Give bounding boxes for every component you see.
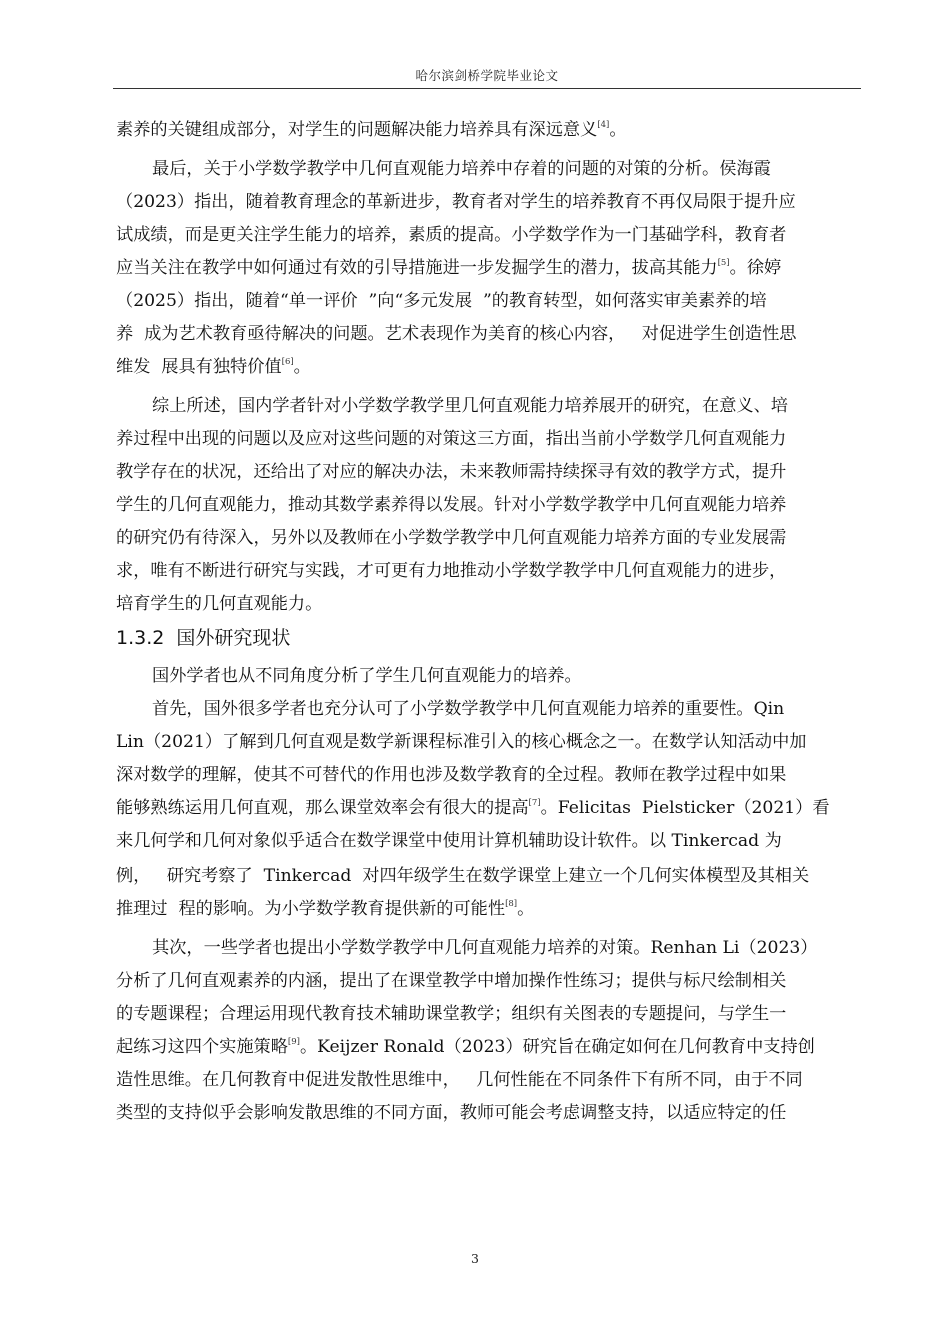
paragraph-line bbox=[116, 897, 534, 922]
line-text: 维发 展具有独特价值 bbox=[116, 357, 282, 377]
line-text: Lin（2021）了解到几何直观是数学新课程标准引入的核心概念之一。在数学认知活动中加 bbox=[116, 732, 807, 752]
line-text: 。 bbox=[517, 899, 535, 919]
line-text: 养 成为艺术教育亟待解决的问题。艺术表现作为美育的核心内容， 对促进学生创造性思 bbox=[116, 324, 797, 344]
line-text: 起练习这四个实施策略 bbox=[116, 1037, 288, 1057]
line-text: 养过程中出现的问题以及应对这些问题的对策这三方面，指出当前小学数学几何直观能力 bbox=[116, 429, 787, 449]
line-text: 。徐婷 bbox=[729, 258, 782, 278]
paragraph-line bbox=[116, 864, 809, 889]
paragraph-line bbox=[116, 1101, 786, 1126]
line-text: 。Keijzer Ronald（2023）研究旨在确定如何在几何教育中支持创 bbox=[299, 1037, 815, 1057]
citation-ref: [6] bbox=[281, 357, 294, 367]
paragraph-line bbox=[116, 796, 830, 821]
citation-ref: [4] bbox=[597, 120, 610, 130]
paragraph-line bbox=[116, 730, 806, 755]
line-text: 。Felicitas Pielsticker（2021）看 bbox=[540, 798, 830, 818]
paragraph-line bbox=[116, 355, 311, 380]
line-text: 教学存在的状况，还给出了对应的解决办法，未来教师需持续探寻有效的教学方式，提升 bbox=[116, 462, 787, 482]
line-text: 应当关注在教学中如何通过有效的引导措施进一步发掘学生的潜力，拔高其能力 bbox=[116, 258, 718, 278]
line-text: 学生的几何直观能力，推动其数学素养得以发展。针对小学数学教学中几何直观能力培养 bbox=[116, 495, 787, 515]
line-text: 分析了几何直观素养的内涵，提出了在课堂教学中增加操作性练习；提供与标尺绘制相关 bbox=[116, 971, 787, 991]
line-text: 最后，关于小学数学教学中几何直观能力培养中存着的问题的对策的分析。侯海霞 bbox=[152, 159, 771, 179]
line-text: 来几何学和几何对象似乎适合在数学课堂中使用计算机辅助设计软件。以 Tinkercad 为 bbox=[116, 831, 782, 851]
paragraph-line bbox=[152, 936, 818, 961]
line-text: 的专题课程；合理运用现代教育技术辅助课堂教学；组织有关图表的专题提问，与学生一 bbox=[116, 1004, 787, 1024]
header-divider bbox=[113, 88, 861, 89]
paragraph-line bbox=[116, 289, 767, 314]
paragraph-line bbox=[116, 526, 786, 551]
paragraph-line bbox=[116, 460, 786, 485]
line-text: 素养的关键组成部分，对学生的问题解决能力培养具有深远意义 bbox=[116, 120, 598, 140]
line-text: 试成绩，而是更关注学生能力的培养，素质的提高。小学数学作为一门基础学科，教育者 bbox=[116, 225, 787, 245]
line-text: 综上所述，国内学者针对小学数学教学里几何直观能力培养展开的研究，在意义、培 bbox=[152, 396, 788, 416]
line-text: 能够熟练运用几何直观，那么课堂效率会有很大的提高 bbox=[116, 798, 529, 818]
line-text: （2023）指出，随着教育理念的革新进步，教育者对学生的培养教育不再仅局限于提升应 bbox=[116, 192, 796, 212]
section-number: 1.3.2 bbox=[116, 627, 165, 649]
line-text: 国外学者也从不同角度分析了学生几何直观能力的培养。 bbox=[152, 666, 582, 686]
paragraph-line bbox=[116, 427, 786, 452]
line-text: 造性思维。在几何教育中促进发散性思维中， 几何性能在不同条件下有所不同，由于不同 bbox=[116, 1070, 803, 1090]
page-number: 3 bbox=[471, 1251, 479, 1266]
paragraph-line bbox=[116, 1068, 803, 1093]
line-text: 的研究仍有待深入，另外以及教师在小学数学教学中几何直观能力培养方面的专业发展需 bbox=[116, 528, 787, 548]
paragraph-line bbox=[116, 256, 781, 281]
line-text: 培育学生的几何直观能力。 bbox=[116, 594, 323, 614]
paragraph-line bbox=[116, 969, 786, 994]
line-text: 深对数学的理解，使其不可替代的作用也涉及数学教育的全过程。教师在教学过程中如果 bbox=[116, 765, 787, 785]
paragraph-line bbox=[152, 664, 582, 689]
citation-ref: [7] bbox=[528, 798, 541, 808]
paragraph-line bbox=[116, 322, 796, 347]
paragraph-line bbox=[116, 829, 782, 854]
line-text: 类型的支持似乎会影响发散思维的不同方面，教师可能会考虑调整支持，以适应特定的任 bbox=[116, 1103, 787, 1123]
paragraph-line bbox=[116, 763, 786, 788]
paragraph-line bbox=[152, 157, 771, 182]
line-text: 首先，国外很多学者也充分认可了小学数学教学中几何直观能力培养的重要性。Qin bbox=[152, 699, 785, 719]
line-text: 推理过 程的影响。为小学数学教育提供新的可能性 bbox=[116, 899, 506, 919]
line-text: 其次，一些学者也提出小学数学教学中几何直观能力培养的对策。Renhan Li（2023） bbox=[152, 938, 818, 958]
line-text: 例， 研究考察了 Tinkercad 对四年级学生在数学课堂上建立一个几何实体模型及其相关 bbox=[116, 866, 810, 886]
section-title: 国外研究现状 bbox=[176, 627, 291, 649]
paragraph-line bbox=[116, 1002, 786, 1027]
line-text: 求，唯有不断进行研究与实践，才可更有力地推动小学数学教学中几何直观能力的进步， bbox=[116, 561, 787, 581]
line-text: 。 bbox=[609, 120, 627, 140]
page-header: 哈尔滨剑桥学院毕业论文 bbox=[415, 68, 559, 83]
paragraph-line bbox=[116, 559, 786, 584]
citation-ref: [5] bbox=[717, 258, 730, 268]
paragraph-line bbox=[152, 394, 788, 419]
paragraph-line bbox=[152, 697, 784, 722]
paragraph-line bbox=[116, 493, 786, 518]
citation-ref: [9] bbox=[287, 1037, 300, 1047]
paragraph-line bbox=[116, 118, 627, 143]
paragraph-line bbox=[116, 190, 796, 215]
citation-ref: [8] bbox=[505, 899, 518, 909]
line-text: 。 bbox=[293, 357, 311, 377]
paragraph-line bbox=[116, 223, 786, 248]
paragraph-line bbox=[116, 1035, 815, 1060]
line-text: （2025）指出，随着“单一评价 ”向“多元发展 ”的教育转型，如何落实审美素养的培 bbox=[116, 291, 767, 311]
paragraph-line bbox=[116, 592, 322, 617]
section-heading bbox=[116, 624, 290, 652]
